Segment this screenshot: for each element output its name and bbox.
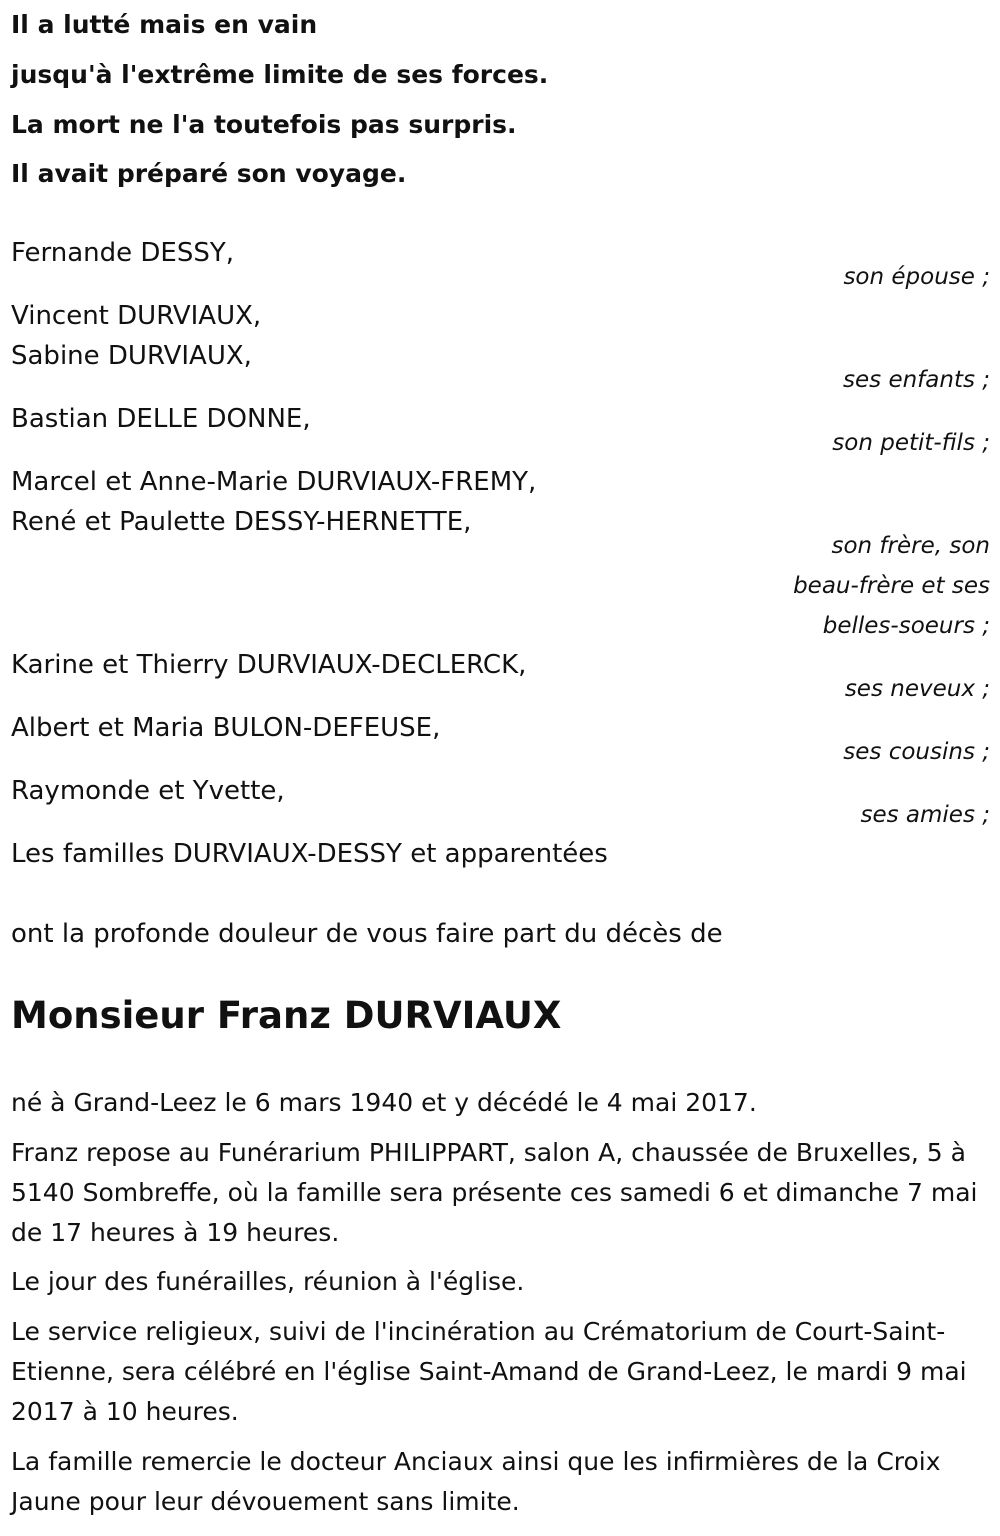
family-role: ses cousins ; bbox=[843, 739, 990, 765]
announcement-text: ont la profonde douleur de vous faire part du décès de bbox=[11, 919, 723, 949]
family-role: ses amies ; bbox=[860, 802, 990, 828]
family-role: belles-soeurs ; bbox=[822, 613, 990, 639]
deceased-name: Monsieur Franz DURVIAUX bbox=[11, 994, 562, 1037]
family-name: Albert et Maria BULON-DEFEUSE, bbox=[11, 713, 441, 743]
family-name: René et Paulette DESSY-HERNETTE, bbox=[11, 507, 472, 537]
family-name: Marcel et Anne-Marie DURVIAUX-FREMY, bbox=[11, 467, 537, 497]
family-role: ses neveux ; bbox=[844, 676, 990, 702]
verse-line-4: Il avait préparé son voyage. bbox=[11, 159, 407, 188]
verse-line-1: Il a lutté mais en vain bbox=[11, 10, 318, 39]
verse-line-2: jusqu'à l'extrême limite de ses forces. bbox=[11, 60, 549, 89]
family-role: son petit-fils ; bbox=[832, 430, 990, 456]
family-role: son frère, son bbox=[831, 533, 990, 559]
funerarium-paragraph: Franz repose au Funérarium PHILIPPART, salon A, chaussée de Bruxelles, 5 à 5140 Sombreffe, où la famille sera présente ces samedi 6 et dimanche 7 mai de 17 heures à 19 heures. bbox=[11, 1138, 978, 1247]
birth-death-paragraph: né à Grand-Leez le 6 mars 1940 et y décédé le 4 mai 2017. bbox=[11, 1088, 757, 1117]
service-paragraph: Le service religieux, suivi de l'incinération au Crématorium de Court-Saint-Etienne, sera célébré en l'église Saint-Amand de Grand-Leez, le mardi 9 mai 2017 à 10 heures. bbox=[11, 1317, 967, 1426]
family-name: Raymonde et Yvette, bbox=[11, 776, 285, 806]
funeral-day-paragraph: Le jour des funérailles, réunion à l'église. bbox=[11, 1267, 525, 1296]
family-role: ses enfants ; bbox=[843, 367, 990, 393]
family-name: Les familles DURVIAUX-DESSY et apparentées bbox=[11, 839, 608, 869]
family-name: Karine et Thierry DURVIAUX-DECLERCK, bbox=[11, 650, 527, 680]
family-role: son épouse ; bbox=[843, 264, 990, 290]
family-name: Sabine DURVIAUX, bbox=[11, 341, 252, 371]
family-name: Bastian DELLE DONNE, bbox=[11, 404, 311, 434]
thanks-paragraph: La famille remercie le docteur Anciaux ainsi que les infirmières de la Croix Jaune pour leur dévouement sans limite. bbox=[11, 1447, 941, 1516]
family-role: beau-frère et ses bbox=[793, 573, 990, 599]
family-name: Vincent DURVIAUX, bbox=[11, 301, 262, 331]
family-name: Fernande DESSY, bbox=[11, 238, 235, 268]
verse-line-3: La mort ne l'a toutefois pas surpris. bbox=[11, 110, 517, 139]
